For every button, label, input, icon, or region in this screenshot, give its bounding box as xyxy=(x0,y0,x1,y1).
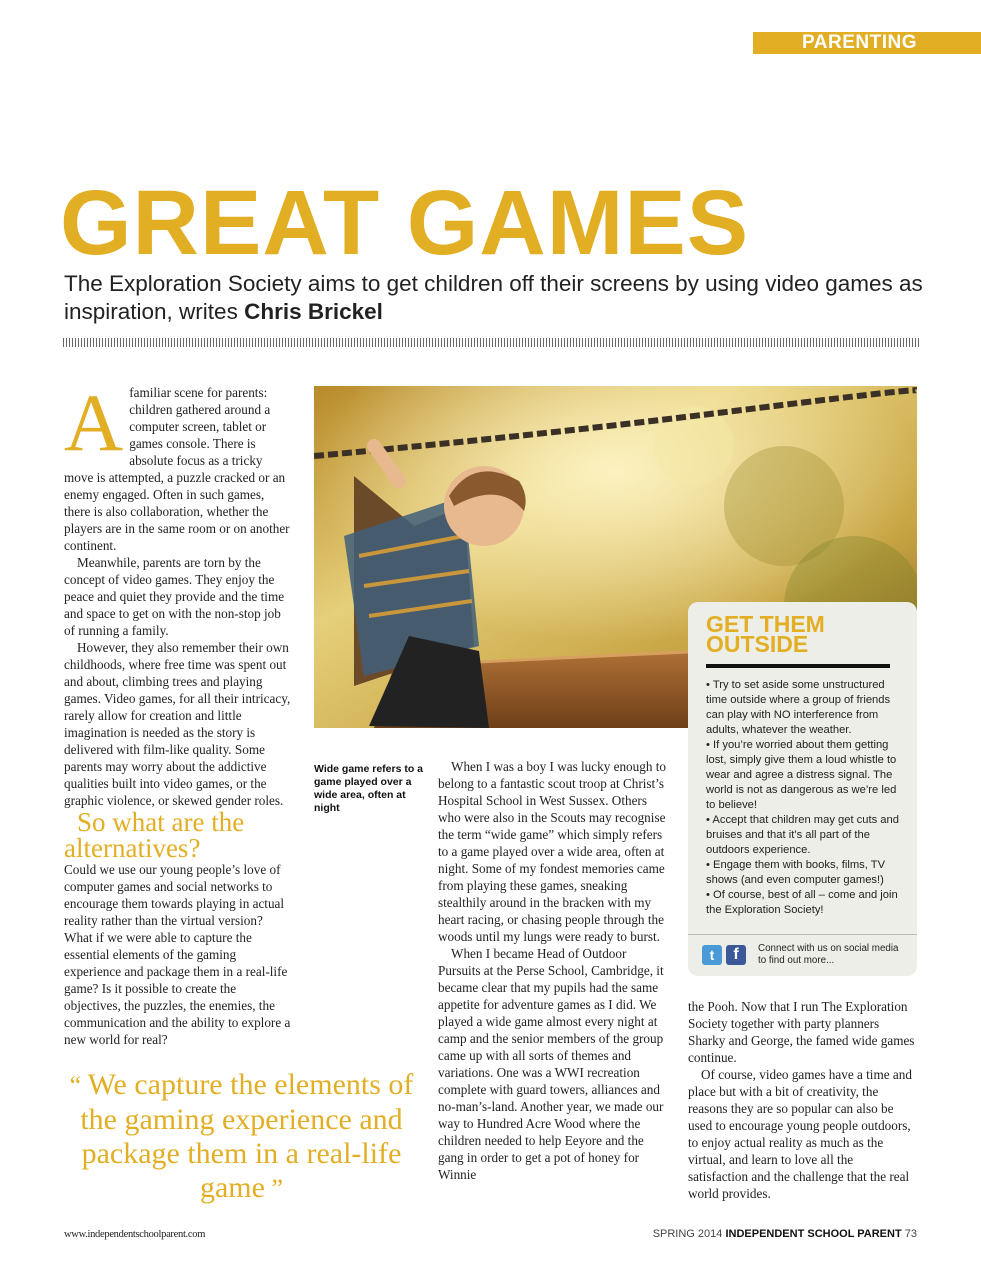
issue-date: SPRING 2014 xyxy=(652,1228,723,1240)
paragraph: When I became Head of Outdoor Pursuits at the Perse School, Cambridge, it became clear that my pupils had the same appetite for adventure games as I did. We played a wide game almost every night at camp and the senior members of the group came up with all sorts of themes and variations. One was a WWI recreation complete with guard towers, alliances and no-man’s-land. Another year, we made our way to Hundred Acre Wood where the children needed to help Eeyore and the gang in order to get a pot of honey for Winnie xyxy=(438,946,664,1182)
subheading: So what are the alternatives? xyxy=(64,807,245,863)
sidebar-title-line: OUTSIDE xyxy=(706,631,809,657)
sidebar-rule xyxy=(706,664,890,668)
standfirst xyxy=(64,270,924,326)
footer-url: www.independentschoolparent.com xyxy=(64,1229,206,1240)
paragraph: When I was a boy I was lucky enough to belong to a fantastic scout troop at Christ’s Hospital School in West Sussex. Others who were also in the Scouts may recognise the term “wide game” which simply refers to a game played over a wide area, often at night. Some of my fondest memories came from playing these games, sneaking stealthily around in the bracken with my heart racing, or chasing people through the woods until my lungs were ready to burst. xyxy=(438,759,666,944)
tip-item: • Engage them with books, films, TV shows (and even computer games!) xyxy=(706,859,886,886)
tip-item: • Try to set aside some unstructured time outside where a group of friends can play with NO interference from adults, whatever the weather. xyxy=(706,679,891,736)
photo-caption: Wide game refers to a game played over a wide area, often at night xyxy=(314,763,424,814)
paragraph: Meanwhile, parents are torn by the concept of video games. They enjoy the peace and quiet they provide and the time and space to get on with the non-stop job of running a family. xyxy=(64,555,285,638)
tip-item: • Of course, best of all – come and join the Exploration Society! xyxy=(706,889,898,916)
tips-list xyxy=(706,678,901,918)
divider-rule xyxy=(63,338,919,347)
facebook-icon[interactable]: f xyxy=(726,945,746,965)
paragraph: Of course, video games have a time and place but with a bit of creativity, the reasons they are so popular can also be used to encourage young people outdoors, to enjoy actual reality as much as the virtual, and learn to love all the satisfaction and the challenge that the real world provides. xyxy=(688,1067,912,1201)
sidebar-title-line: GET THEM xyxy=(706,611,825,637)
paragraph xyxy=(64,377,292,554)
page-number: 73 xyxy=(904,1228,917,1240)
twitter-icon[interactable]: t xyxy=(702,945,722,965)
close-quote-icon: ” xyxy=(264,1174,283,1203)
pull-quote xyxy=(64,1068,419,1206)
pull-quote-text: We capture the elements of the gaming experience and package them in a real-life game xyxy=(80,1068,414,1204)
article-column-3 xyxy=(688,998,916,1202)
headline: GREAT GAMES xyxy=(60,172,750,274)
drop-cap: A xyxy=(64,377,124,468)
paragraph: However, they also remember their own childhoods, where free time was spent out and about, climbing trees and playing games. Video games, for all their intricacy, rarely allow for creation and little imagination is needed as the story is delivered with film-like quality. Some parents may worry about the addictive qualities built into video games, or the graphic violence, or skewed gender roles. xyxy=(64,640,291,808)
social-text: Connect with us on social media to find out more... xyxy=(758,943,899,966)
open-quote-icon: “ xyxy=(69,1071,88,1100)
paragraph: the Pooh. Now that I run The Exploration Society together with party planners Sharky and George, the famed wide games continue. xyxy=(688,999,915,1065)
tip-item: • If you’re worried about them getting lost, simply give them a loud whistle to wear and agree a distress signal. The world is not as dangerous as we’re led to believe! xyxy=(706,739,897,811)
article-column-1 xyxy=(64,377,292,1048)
article-column-2 xyxy=(438,758,666,1183)
standfirst-text: The Exploration Society aims to get children off their screens by using video games as inspiration, writes xyxy=(64,271,923,324)
paragraph: Could we use our young people’s love of computer games and social networks to encourage them towards playing in actual reality rather than the virtual version? What if we were able to capture the essential elements of the gaming experience and package them in a real-life game? Is it possible to create the objectives, the puzzles, the enemies, the communication and the ability to explore a new world for real? xyxy=(64,862,291,1047)
paragraph-text: familiar scene for parents: children gathered around a computer screen, tablet or games console. There is absolute focus as a tricky move is attempted, a puzzle cracked or an enemy engaged. Often in such games, there is also collaboration, whether the players are in the same room or on another continent. xyxy=(64,385,290,553)
tips-sidebar xyxy=(688,602,917,976)
sidebar-title xyxy=(706,611,901,657)
footer-folio xyxy=(653,1228,917,1240)
publication-name: INDEPENDENT SCHOOL PARENT xyxy=(725,1228,902,1240)
section-label: PARENTING xyxy=(753,32,981,54)
social-links xyxy=(702,943,908,967)
tip-item: • Accept that children may get cuts and bruises and that it’s all part of the outdoors experience. xyxy=(706,814,899,856)
sidebar-separator xyxy=(688,934,917,935)
author-name: Chris Brickel xyxy=(244,299,383,324)
